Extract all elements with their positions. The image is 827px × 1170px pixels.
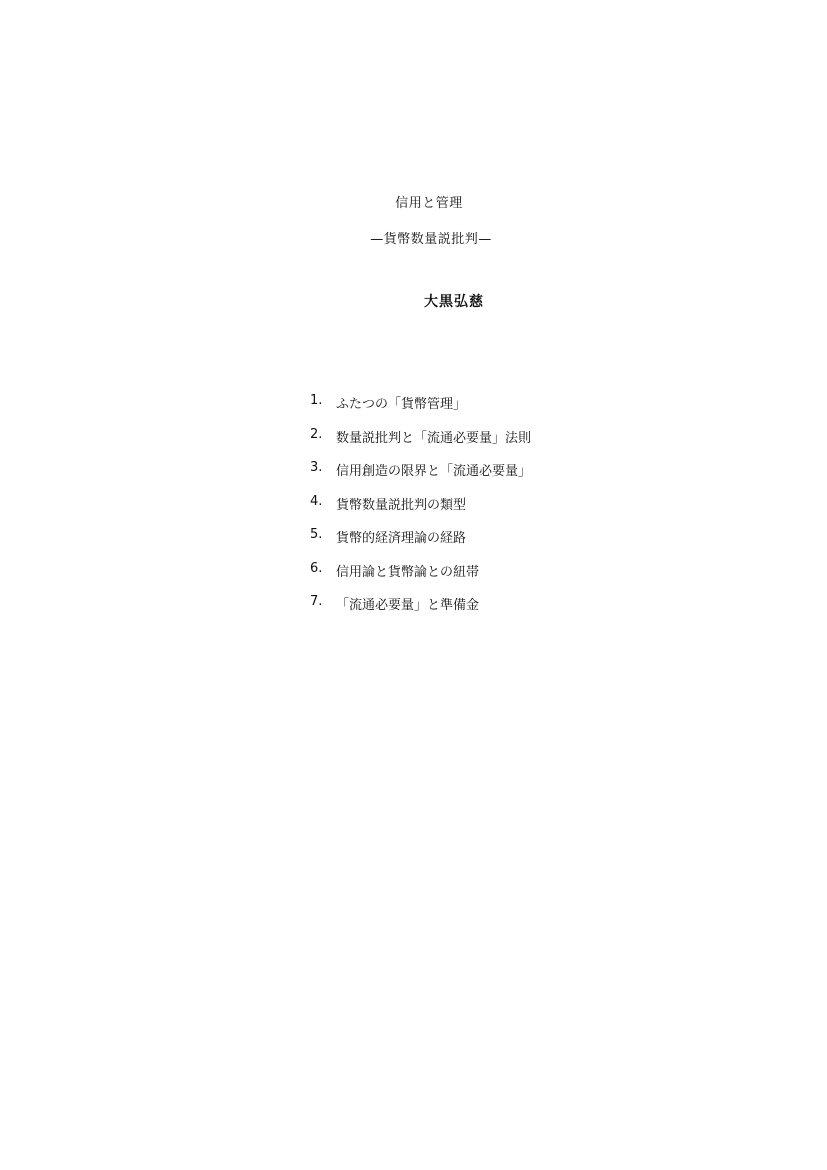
toc-item-text: 数量説批判と「流通必要量」法則: [336, 430, 532, 446]
toc-item-number: 5.: [310, 527, 323, 542]
toc-item-text: 信用創造の限界と「流通必要量」: [336, 464, 532, 479]
toc-item-number: 7.: [310, 594, 323, 609]
toc-item-number: 2.: [310, 426, 323, 442]
toc-item-number: 4.: [310, 493, 323, 509]
toc-item-text: 「流通必要量」と準備金: [336, 598, 480, 613]
toc-item-text: 貨幣数量説批判の類型: [336, 497, 467, 513]
toc-item-number: 1.: [310, 393, 323, 408]
toc-item-number: 6.: [310, 560, 323, 576]
toc-item-text: 貨幣的経済理論の経路: [336, 531, 467, 546]
toc-item: [310, 393, 531, 427]
toc-item: [310, 460, 531, 494]
toc-item: [310, 561, 531, 595]
toc-item: [310, 427, 531, 461]
author-name: 大黒弘慈: [424, 294, 484, 310]
toc-item-number: 3.: [310, 460, 323, 475]
paper-title: 信用と管理: [395, 196, 463, 211]
toc-item: [310, 594, 531, 628]
toc-item: [310, 494, 531, 528]
table-of-contents: [310, 393, 531, 628]
toc-item: [310, 527, 531, 561]
paper-subtitle: —貨幣数量説批判—: [370, 232, 492, 247]
toc-item-text: 信用論と貨幣論との紐帯: [336, 564, 480, 580]
toc-item-text: ふたつの「貨幣管理」: [336, 397, 467, 412]
